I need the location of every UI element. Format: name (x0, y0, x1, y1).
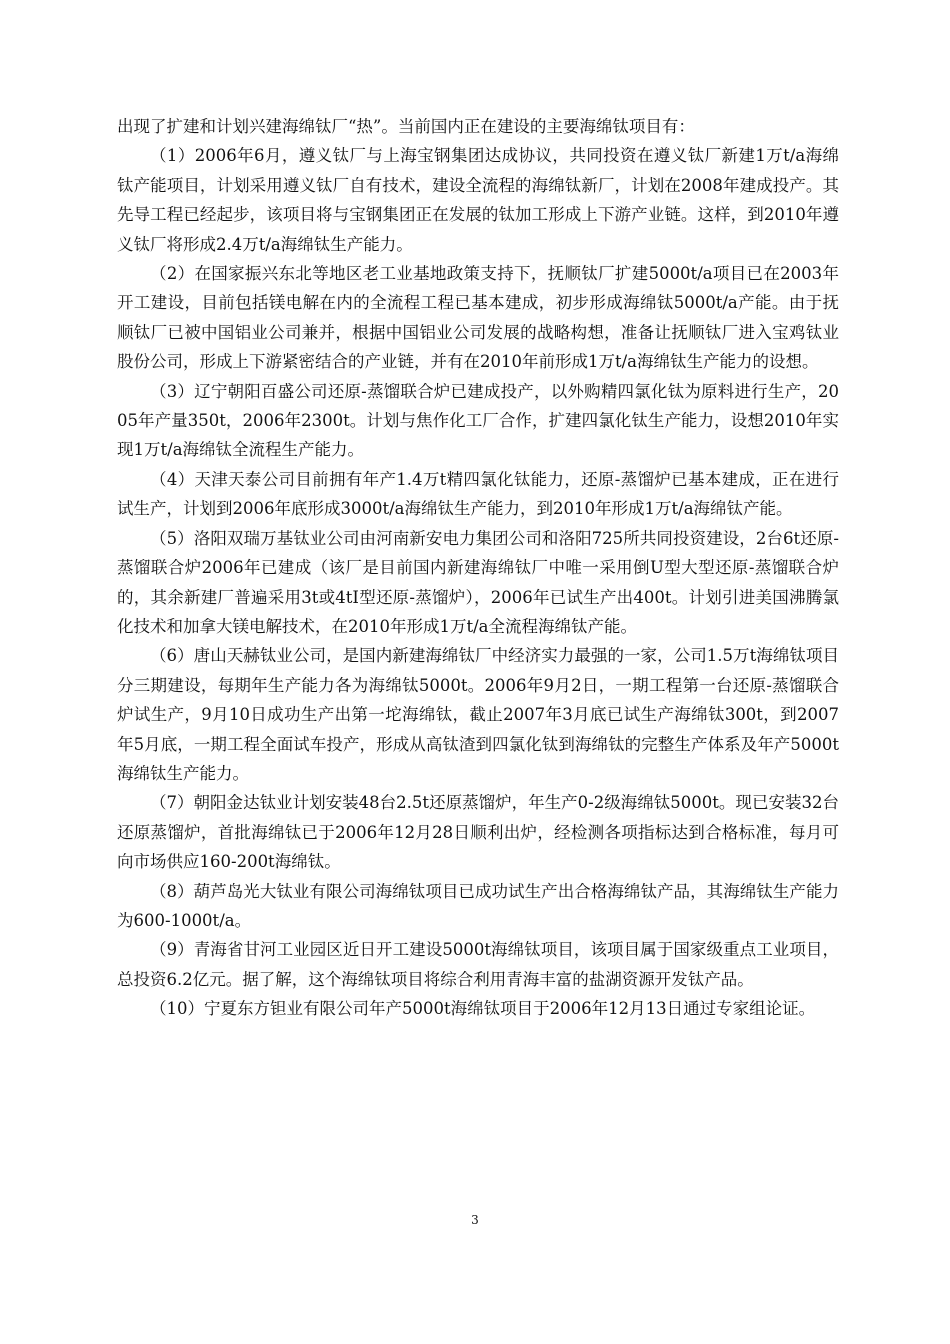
page-number: 3 (471, 1213, 479, 1227)
project-item-3: （3）辽宁朝阳百盛公司还原-蒸馏联合炉已建成投产，以外购精四氯化钛为原料进行生产，2005年产量350t，2006年2300t。计划与焦作化工厂合作，扩建四氯化钛生产能力，设想2010年实现1万t/a海绵钛全流程生产能力。 (117, 381, 839, 460)
project-item-7: （7）朝阳金达钛业计划安装48台2.5t还原蒸馏炉，年生产0-2级海绵钛5000t。现已安装32台还原蒸馏炉，首批海绵钛已于2006年12月28日顺利出炉，经检测各项指标达到合格标准，每月可向市场供应160-200t海绵钛。 (117, 793, 839, 872)
project-item-2: （2）在国家振兴东北等地区老工业基地政策支持下，抚顺钛厂扩建5000t/a项目已在2003年开工建设，目前包括镁电解在内的全流程工程已基本建成，初步形成海绵钛5000t/a产能。由于抚顺钛厂已被中国铝业公司兼并，根据中国铝业公司发展的战略构想，准备让抚顺钛厂进入宝鸡钛业股份公司，形成上下游紧密结合的产业链，并有在2010年前形成1万t/a海绵钛生产能力的设想。 (117, 264, 839, 372)
project-item-4: （4）天津天泰公司目前拥有年产1.4万t精四氯化钛能力，还原-蒸馏炉已基本建成，正在进行试生产，计划到2006年底形成3000t/a海绵钛生产能力，到2010年形成1万t/a海绵钛产能。 (117, 469, 839, 519)
project-item-6: （6）唐山天赫钛业公司，是国内新建海绵钛厂中经济实力最强的一家，公司1.5万t海绵钛项目分三期建设，每期年生产能力各为海绵钛5000t。2006年9月2日，一期工程第一台还原-蒸馏联合炉试生产，9月10日成功生产出第一坨海绵钛，截止2007年3月底已试生产海绵钛300t，到2007年5月底，一期工程全面试车投产，形成从高钛渣到四氯化钛到海绵钛的完整生产体系及年产5000t海绵钛生产能力。 (117, 646, 839, 783)
intro-paragraph: 出现了扩建和计划兴建海绵钛厂“热”。当前国内正在建设的主要海绵钛项目有： (117, 117, 695, 136)
document-body (117, 112, 839, 1024)
project-item-8: （8）葫芦岛光大钛业有限公司海绵钛项目已成功试生产出合格海绵钛产品，其海绵钛生产能力为600-1000t/a。 (117, 881, 839, 930)
project-item-10: （10）宁夏东方钽业有限公司年产5000t海绵钛项目于2006年12月13日通过专家组论证。 (150, 999, 816, 1019)
project-item-5: （5）洛阳双瑞万基钛业公司由河南新安电力集团公司和洛阳725所共同投资建设，2台6t还原-蒸馏联合炉2006年已建成（该厂是目前国内新建海绵钛厂中唯一采用倒U型大型还原-蒸馏联合炉的，其余新建厂普遍采用3t或4tI型还原-蒸馏炉），2006年已试生产出400t。计划引进美国沸腾氯化技术和加拿大镁电解技术，在2010年形成1万t/a全流程海绵钛产能。 (117, 528, 839, 636)
project-item-1: （1）2006年6月，遵义钛厂与上海宝钢集团达成协议，共同投资在遵义钛厂新建1万t/a海绵钛产能项目，计划采用遵义钛厂自有技术，建设全流程的海绵钛新厂，计划在2008年建成投产。其先导工程已经起步，该项目将与宝钢集团正在发展的钛加工形成上下游产业链。这样，到2010年遵义钛厂将形成2.4万t/a海绵钛生产能力。 (117, 146, 839, 254)
project-item-9: （9）青海省甘河工业园区近日开工建设5000t海绵钛项目，该项目属于国家级重点工业项目，总投资6.2亿元。据了解，这个海绵钛项目将综合利用青海丰富的盐湖资源开发钛产品。 (117, 940, 839, 989)
